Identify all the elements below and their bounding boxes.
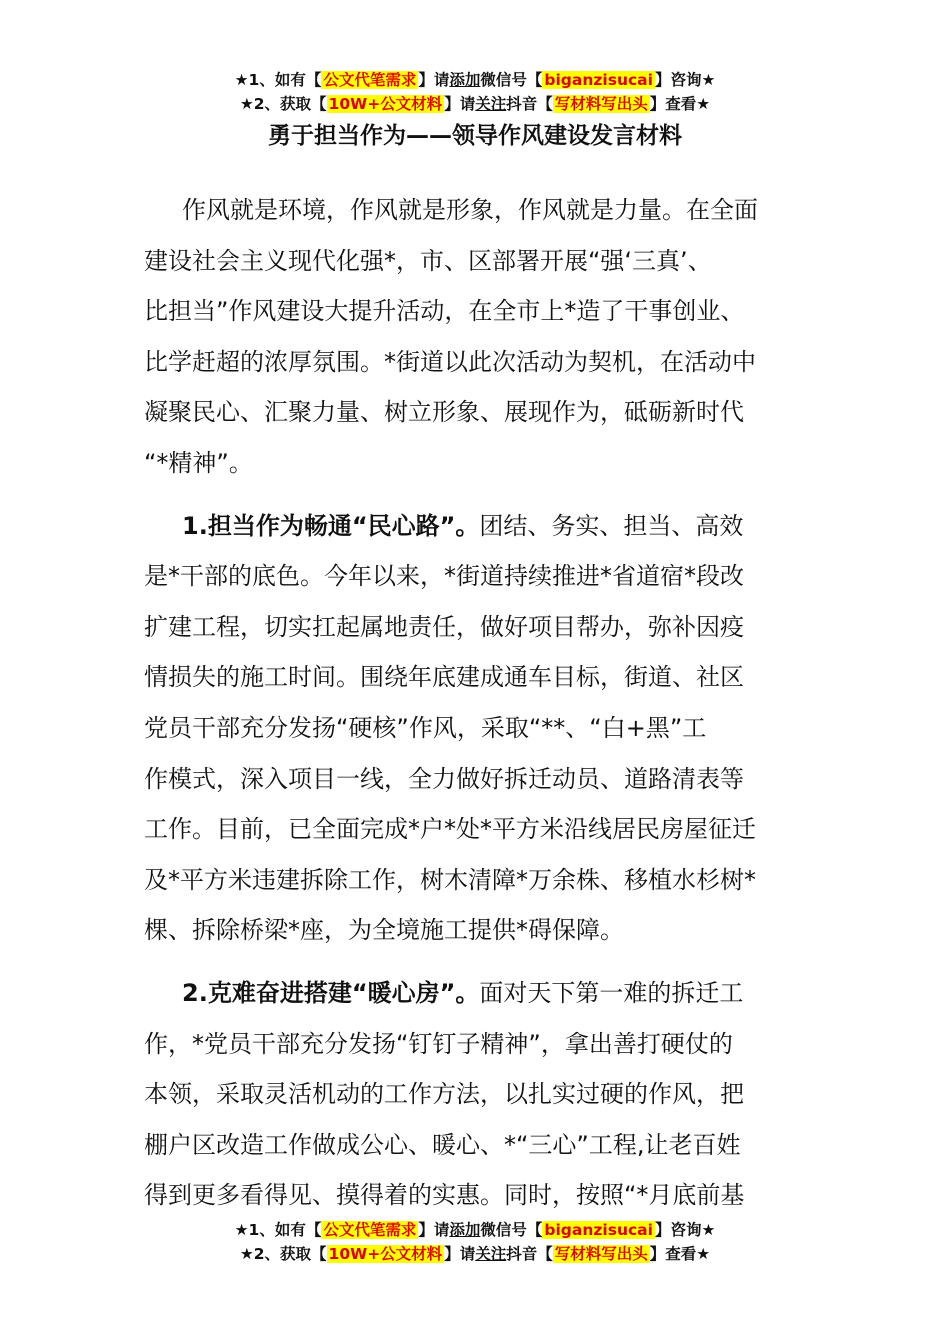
section-1-first-line — [144, 501, 812, 552]
paragraph-line: 作模式，深入项目一线，全力做好拆迁动员、道路清表等 — [144, 764, 744, 793]
banner-line-2 — [0, 92, 950, 116]
document-body — [144, 185, 812, 1221]
banner-text: 微信号【 — [480, 71, 543, 89]
banner-text: ★2、获取【 — [239, 95, 327, 113]
banner-underline: 添加 — [449, 1221, 481, 1239]
paragraph-line: 建设社会主义现代化强*，市、区部署开展“强‘三真’、 — [144, 246, 712, 275]
paragraph-line: “*精神”。 — [144, 448, 253, 477]
banner-highlight: biganzisucai — [544, 71, 653, 89]
paragraph-line: 作，*党员干部充分发扬“钉钉子精神”，拿出善打硬仗的 — [144, 1029, 733, 1058]
paragraph-line: 本领，采取灵活机动的工作方法，以扎实过硬的作风，把 — [144, 1080, 744, 1109]
banner-text: 】咨询★ — [654, 71, 716, 89]
banner-underline: 关注 — [475, 95, 507, 113]
banner-text: ★1、如有【 — [234, 71, 322, 89]
banner-text: 】请 — [444, 95, 476, 113]
paragraph-line: 得到更多看得见、摸得着的实惠。同时，按照“*月底前基 — [144, 1181, 745, 1210]
banner-line-1 — [0, 1218, 950, 1242]
banner-highlight: 10W+公文材料 — [328, 95, 443, 113]
banner-text: 】咨询★ — [654, 1221, 716, 1239]
banner-highlight: 公文代笔需求 — [323, 1221, 417, 1239]
paragraph-gap — [144, 956, 812, 968]
banner-text: 】请 — [418, 71, 450, 89]
banner-text: 】查看★ — [649, 1245, 711, 1263]
header-banner — [0, 68, 950, 116]
paragraph-line: 党员干部充分发扬“硬核”作风，采取“**、“白+黑”工 — [144, 713, 707, 742]
banner-text: 微信号【 — [480, 1221, 543, 1239]
paragraph-line: 及*平方米违建拆除工作，树木清障*万余株、移植水杉树* — [144, 865, 756, 894]
paragraph-text: 团结、务实、担当、高效 — [479, 511, 744, 540]
paragraph-line: 凝聚民心、汇聚力量、树立形象、展现作为，砥砺新时代 — [144, 398, 744, 427]
banner-text: 】请 — [418, 1221, 450, 1239]
document-title: 勇于担当作为——领导作风建设发言材料 — [268, 123, 682, 149]
banner-line-2 — [0, 1242, 950, 1266]
footer-banner — [0, 1218, 950, 1266]
banner-text: 】请 — [444, 1245, 476, 1263]
section-2-first-line — [144, 968, 812, 1019]
paragraph-line: 扩建工程，切实扛起属地责任，做好项目帮办，弥补因疫 — [144, 612, 744, 641]
paragraph-line: 是*干部的底色。今年以来，*街道持续推进*省道宿*段改 — [144, 562, 744, 591]
paragraph-line: 比担当”作风建设大提升活动，在全市上*造了干事创业、 — [144, 297, 745, 326]
paragraph-line: 工作。目前，已全面完成*户*处*平方米沿线居民房屋征迁 — [144, 815, 756, 844]
banner-text: 抖音【 — [506, 95, 553, 113]
banner-highlight: 写材料写出头 — [554, 1245, 648, 1263]
banner-highlight: 公文代笔需求 — [323, 71, 417, 89]
banner-text: 】查看★ — [649, 95, 711, 113]
banner-underline: 添加 — [449, 71, 481, 89]
banner-text: 抖音【 — [506, 1245, 553, 1263]
paragraph-line: 情损失的施工时间。围绕年底建成通车目标，街道、社区 — [144, 663, 744, 692]
banner-highlight: 写材料写出头 — [554, 95, 648, 113]
section-heading: 1.担当作为畅通“民心路”。 — [182, 511, 480, 540]
banner-highlight: 10W+公文材料 — [328, 1245, 443, 1263]
section-heading: 2.克难奋进搭建“暖心房”。 — [182, 978, 480, 1007]
paragraph-line: 比学赶超的浓厚氛围。*街道以此次活动为契机，在活动中 — [144, 347, 756, 376]
banner-text: ★2、获取【 — [239, 1245, 327, 1263]
banner-line-1 — [0, 68, 950, 92]
paragraph-line: 棵、拆除桥梁*座，为全境施工提供*碍保障。 — [144, 916, 624, 945]
paragraph-line: 棚户区改造工作做成公心、暖心、*“三心”工程,让老百姓 — [144, 1130, 741, 1159]
banner-underline: 关注 — [475, 1245, 507, 1263]
paragraph-line: 作风就是环境，作风就是形象，作风就是力量。在全面 — [182, 196, 758, 224]
banner-highlight: biganzisucai — [544, 1221, 653, 1239]
banner-text: ★1、如有【 — [234, 1221, 322, 1239]
paragraph-gap — [144, 489, 812, 501]
paragraph-text: 面对天下第一难的拆迁工 — [479, 978, 744, 1007]
